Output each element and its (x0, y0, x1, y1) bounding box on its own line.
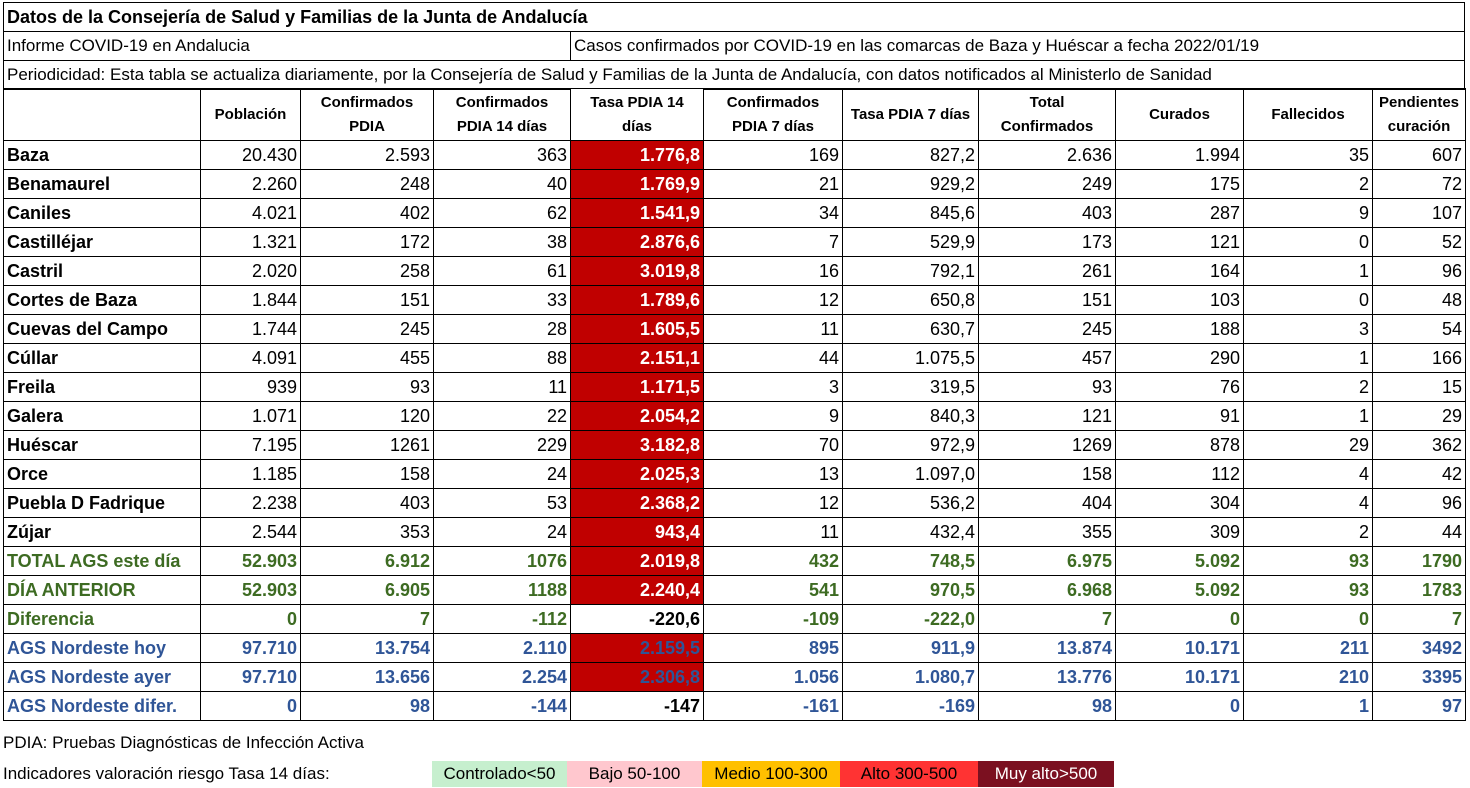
cell: 12 (704, 286, 843, 315)
cell: 13.874 (979, 634, 1116, 663)
rate-14d-cell: 2.159,5 (571, 634, 704, 663)
cell: 5.092 (1116, 547, 1244, 576)
cell: 97.710 (201, 634, 301, 663)
cell: 210 (1244, 663, 1373, 692)
cell: 21 (704, 170, 843, 199)
cell: -169 (843, 692, 979, 721)
cell: 151 (301, 286, 434, 315)
row-label: Zújar (4, 518, 201, 547)
ags-row (4, 634, 1466, 663)
municipality-row (4, 170, 1466, 199)
row-label: Diferencia (4, 605, 201, 634)
cell: 1 (1244, 344, 1373, 373)
cell: 29 (1244, 431, 1373, 460)
row-label: Puebla D Fadrique (4, 489, 201, 518)
cell: 97 (1373, 692, 1466, 721)
cell: 455 (301, 344, 434, 373)
cell: 121 (1116, 228, 1244, 257)
municipality-row (4, 344, 1466, 373)
cell: 630,7 (843, 315, 979, 344)
cell: 827,2 (843, 141, 979, 170)
cell: 432,4 (843, 518, 979, 547)
cell: 13.754 (301, 634, 434, 663)
cell: 1.994 (1116, 141, 1244, 170)
cell: 1188 (434, 576, 571, 605)
cell: 29 (1373, 402, 1466, 431)
cell: 0 (1116, 605, 1244, 634)
cell: 9 (1244, 199, 1373, 228)
cell: 541 (704, 576, 843, 605)
cell: 40 (434, 170, 571, 199)
cell: 229 (434, 431, 571, 460)
cell: 2.260 (201, 170, 301, 199)
column-header: Confirmados PDIA (301, 89, 434, 141)
cell: 1.844 (201, 286, 301, 315)
cell: 0 (1244, 605, 1373, 634)
cell: 120 (301, 402, 434, 431)
cell: 4.091 (201, 344, 301, 373)
rate-14d-cell: 3.182,8 (571, 431, 704, 460)
cell: 929,2 (843, 170, 979, 199)
row-label: Cuevas del Campo (4, 315, 201, 344)
legend-item: Muy alto>500 (978, 761, 1114, 787)
cell: 42 (1373, 460, 1466, 489)
cell: 2.254 (434, 663, 571, 692)
rate-14d-cell: 2.151,1 (571, 344, 704, 373)
column-header: Tasa PDIA 14 días (571, 89, 704, 141)
municipality-row (4, 402, 1466, 431)
cell: -112 (434, 605, 571, 634)
rate-14d-cell: -220,6 (571, 605, 704, 634)
cell: 249 (979, 170, 1116, 199)
cell: 151 (979, 286, 1116, 315)
row-label: Benamaurel (4, 170, 201, 199)
cell: 10.171 (1116, 663, 1244, 692)
cell: 309 (1116, 518, 1244, 547)
cell: 98 (979, 692, 1116, 721)
cell: 52.903 (201, 576, 301, 605)
rate-14d-cell: 2.025,3 (571, 460, 704, 489)
row-label: Orce (4, 460, 201, 489)
municipality-row (4, 518, 1466, 547)
cell: 211 (1244, 634, 1373, 663)
cell: 12 (704, 489, 843, 518)
cell: 939 (201, 373, 301, 402)
rate-14d-cell: 2.054,2 (571, 402, 704, 431)
cell: 11 (704, 315, 843, 344)
rate-14d-cell: 2.306,8 (571, 663, 704, 692)
cell: 362 (1373, 431, 1466, 460)
legend-item: Medio 100-300 (702, 761, 840, 787)
cell: 0 (1244, 228, 1373, 257)
legend-item: Bajo 50-100 (567, 761, 702, 787)
cell: 103 (1116, 286, 1244, 315)
cell: 158 (301, 460, 434, 489)
cell: 13 (704, 460, 843, 489)
cell: 13.656 (301, 663, 434, 692)
cell: 972,9 (843, 431, 979, 460)
column-header: Total Confirmados (979, 89, 1116, 141)
row-label: Baza (4, 141, 201, 170)
total-row (4, 547, 1466, 576)
municipality-row (4, 286, 1466, 315)
ags-row (4, 663, 1466, 692)
cell: 403 (979, 199, 1116, 228)
cell: 35 (1244, 141, 1373, 170)
rate-14d-cell: 1.776,8 (571, 141, 704, 170)
rate-14d-cell: 1.769,9 (571, 170, 704, 199)
cell: 53 (434, 489, 571, 518)
cell: 62 (434, 199, 571, 228)
cell: 319,5 (843, 373, 979, 402)
cell: 93 (1244, 576, 1373, 605)
cell: 48 (1373, 286, 1466, 315)
cell: 1.321 (201, 228, 301, 257)
row-label: Caniles (4, 199, 201, 228)
cell: 4.021 (201, 199, 301, 228)
cell: 72 (1373, 170, 1466, 199)
cell: 4 (1244, 460, 1373, 489)
row-label: Cortes de Baza (4, 286, 201, 315)
cell: 2 (1244, 518, 1373, 547)
cell: 11 (704, 518, 843, 547)
cell: 44 (1373, 518, 1466, 547)
cell: 261 (979, 257, 1116, 286)
legend-label: Indicadores valoración riesgo Tasa 14 días: (3, 764, 330, 783)
cell: 911,9 (843, 634, 979, 663)
cell: 840,3 (843, 402, 979, 431)
cell: 650,8 (843, 286, 979, 315)
rate-14d-cell: 2.876,6 (571, 228, 704, 257)
column-header: Pendientes curación (1373, 89, 1466, 141)
cell: 457 (979, 344, 1116, 373)
cell: 1.075,5 (843, 344, 979, 373)
cell: 290 (1116, 344, 1244, 373)
cell: -222,0 (843, 605, 979, 634)
cell: 7 (1373, 605, 1466, 634)
municipality-row (4, 228, 1466, 257)
row-label: DÍA ANTERIOR (4, 576, 201, 605)
covid-data-table (3, 88, 1466, 721)
cell: 3395 (1373, 663, 1466, 692)
cell: 1076 (434, 547, 571, 576)
cell: -109 (704, 605, 843, 634)
rate-14d-cell: 2.368,2 (571, 489, 704, 518)
cell: 0 (201, 605, 301, 634)
rate-14d-cell: 2.019,8 (571, 547, 704, 576)
cell: 173 (979, 228, 1116, 257)
rate-14d-cell: 1.789,6 (571, 286, 704, 315)
cell: 158 (979, 460, 1116, 489)
cell: 97.710 (201, 663, 301, 692)
cell: 1 (1244, 257, 1373, 286)
cell: 402 (301, 199, 434, 228)
cell: -161 (704, 692, 843, 721)
cell: 54 (1373, 315, 1466, 344)
cell: 5.092 (1116, 576, 1244, 605)
total-row (4, 605, 1466, 634)
row-label: Huéscar (4, 431, 201, 460)
cell: 2.020 (201, 257, 301, 286)
cell: 1783 (1373, 576, 1466, 605)
cell: 1 (1244, 692, 1373, 721)
cell: 536,2 (843, 489, 979, 518)
cell: 121 (979, 402, 1116, 431)
cell: 96 (1373, 489, 1466, 518)
cell: 2.636 (979, 141, 1116, 170)
cell: 52.903 (201, 547, 301, 576)
cell: 93 (301, 373, 434, 402)
cell: 1790 (1373, 547, 1466, 576)
cell: 3 (704, 373, 843, 402)
cell: 2 (1244, 373, 1373, 402)
cell: 15 (1373, 373, 1466, 402)
row-label: TOTAL AGS este día (4, 547, 201, 576)
rate-14d-cell: -147 (571, 692, 704, 721)
legend-item: Controlado<50 (432, 761, 567, 787)
cell: 112 (1116, 460, 1244, 489)
cell: 4 (1244, 489, 1373, 518)
municipality-row (4, 199, 1466, 228)
cell: 28 (434, 315, 571, 344)
cell: 287 (1116, 199, 1244, 228)
cell: 76 (1116, 373, 1244, 402)
municipality-row (4, 489, 1466, 518)
cell: 93 (1244, 547, 1373, 576)
row-label: Cúllar (4, 344, 201, 373)
cell: 2.544 (201, 518, 301, 547)
cell: 7.195 (201, 431, 301, 460)
cell: 792,1 (843, 257, 979, 286)
municipality-row (4, 257, 1466, 286)
rate-14d-cell: 943,4 (571, 518, 704, 547)
cell: 107 (1373, 199, 1466, 228)
cell: 1261 (301, 431, 434, 460)
cell: 245 (301, 315, 434, 344)
cell: 11 (434, 373, 571, 402)
cell: 70 (704, 431, 843, 460)
municipality-row (4, 141, 1466, 170)
cell: 188 (1116, 315, 1244, 344)
rate-14d-cell: 1.171,5 (571, 373, 704, 402)
cell: 0 (1244, 286, 1373, 315)
report-name: Informe COVID-19 en Andalucia (4, 32, 571, 61)
cell: 1.744 (201, 315, 301, 344)
row-label: Castril (4, 257, 201, 286)
cell: 6.905 (301, 576, 434, 605)
cell: 529,9 (843, 228, 979, 257)
cell: 895 (704, 634, 843, 663)
column-header: Curados (1116, 89, 1244, 141)
cell: 2.593 (301, 141, 434, 170)
cell: 169 (704, 141, 843, 170)
cell: 98 (301, 692, 434, 721)
cell: 33 (434, 286, 571, 315)
rate-14d-cell: 2.240,4 (571, 576, 704, 605)
cell: 304 (1116, 489, 1244, 518)
column-header: Población (201, 89, 301, 141)
cell: 1.097,0 (843, 460, 979, 489)
cell: 1 (1244, 402, 1373, 431)
column-header: Confirmados PDIA 14 días (434, 89, 571, 141)
column-header: Tasa PDIA 7 días (843, 89, 979, 141)
report-subject: Casos confirmados por COVID-19 en las comarcas de Baza y Huéscar a fecha 2022/01/19 (571, 32, 1465, 61)
cell: 1.185 (201, 460, 301, 489)
cell: 2.238 (201, 489, 301, 518)
cell: 258 (301, 257, 434, 286)
cell: 404 (979, 489, 1116, 518)
cell: 52 (1373, 228, 1466, 257)
cell: 175 (1116, 170, 1244, 199)
cell: 88 (434, 344, 571, 373)
cell: 0 (1116, 692, 1244, 721)
cell: 248 (301, 170, 434, 199)
pdia-note: PDIA: Pruebas Diagnósticas de Infección Activa (3, 733, 364, 752)
cell: 355 (979, 518, 1116, 547)
cell: 166 (1373, 344, 1466, 373)
municipality-row (4, 373, 1466, 402)
row-label: Freila (4, 373, 201, 402)
cell: 34 (704, 199, 843, 228)
total-row (4, 576, 1466, 605)
cell: 61 (434, 257, 571, 286)
report-periodicity: Periodicidad: Esta tabla se actualiza diariamente, por la Consejería de Salud y Familias de la Junta de Andalucía, con datos notificados al Ministerlo de Sanidad (4, 61, 1465, 90)
cell: 93 (979, 373, 1116, 402)
municipality-row (4, 460, 1466, 489)
column-header-row (4, 89, 1466, 141)
cell: 1269 (979, 431, 1116, 460)
column-header: Confirmados PDIA 7 días (704, 89, 843, 141)
cell: 6.975 (979, 547, 1116, 576)
cell: 91 (1116, 402, 1244, 431)
report-title: Datos de la Consejería de Salud y Familias de la Junta de Andalucía (4, 3, 1465, 32)
municipality-row (4, 431, 1466, 460)
cell: 363 (434, 141, 571, 170)
rate-14d-cell: 1.605,5 (571, 315, 704, 344)
cell: 845,6 (843, 199, 979, 228)
cell: 6.912 (301, 547, 434, 576)
cell: 20.430 (201, 141, 301, 170)
legend-item: Alto 300-500 (840, 761, 978, 787)
cell: 353 (301, 518, 434, 547)
row-label: AGS Nordeste difer. (4, 692, 201, 721)
cell: 748,5 (843, 547, 979, 576)
cell: 432 (704, 547, 843, 576)
cell: 6.968 (979, 576, 1116, 605)
cell: 7 (704, 228, 843, 257)
cell: 38 (434, 228, 571, 257)
cell: 1.056 (704, 663, 843, 692)
column-header: Fallecidos (1244, 89, 1373, 141)
report-header-table (3, 2, 1465, 90)
cell: 44 (704, 344, 843, 373)
cell: 172 (301, 228, 434, 257)
rate-14d-cell: 1.541,9 (571, 199, 704, 228)
row-label: AGS Nordeste ayer (4, 663, 201, 692)
row-label: Galera (4, 402, 201, 431)
cell: 24 (434, 518, 571, 547)
cell: 7 (979, 605, 1116, 634)
municipality-row (4, 315, 1466, 344)
cell: 2.110 (434, 634, 571, 663)
cell: 245 (979, 315, 1116, 344)
rate-14d-cell: 3.019,8 (571, 257, 704, 286)
row-label: Castilléjar (4, 228, 201, 257)
cell: 10.171 (1116, 634, 1244, 663)
cell: 970,5 (843, 576, 979, 605)
cell: 607 (1373, 141, 1466, 170)
cell: 3492 (1373, 634, 1466, 663)
cell: 3 (1244, 315, 1373, 344)
cell: 13.776 (979, 663, 1116, 692)
cell: 22 (434, 402, 571, 431)
column-header (4, 89, 201, 141)
cell: 1.080,7 (843, 663, 979, 692)
cell: 24 (434, 460, 571, 489)
cell: 16 (704, 257, 843, 286)
cell: 1.071 (201, 402, 301, 431)
cell: 9 (704, 402, 843, 431)
cell: 878 (1116, 431, 1244, 460)
cell: 7 (301, 605, 434, 634)
row-label: AGS Nordeste hoy (4, 634, 201, 663)
ags-row (4, 692, 1466, 721)
cell: -144 (434, 692, 571, 721)
cell: 403 (301, 489, 434, 518)
cell: 96 (1373, 257, 1466, 286)
cell: 0 (201, 692, 301, 721)
cell: 164 (1116, 257, 1244, 286)
cell: 2 (1244, 170, 1373, 199)
